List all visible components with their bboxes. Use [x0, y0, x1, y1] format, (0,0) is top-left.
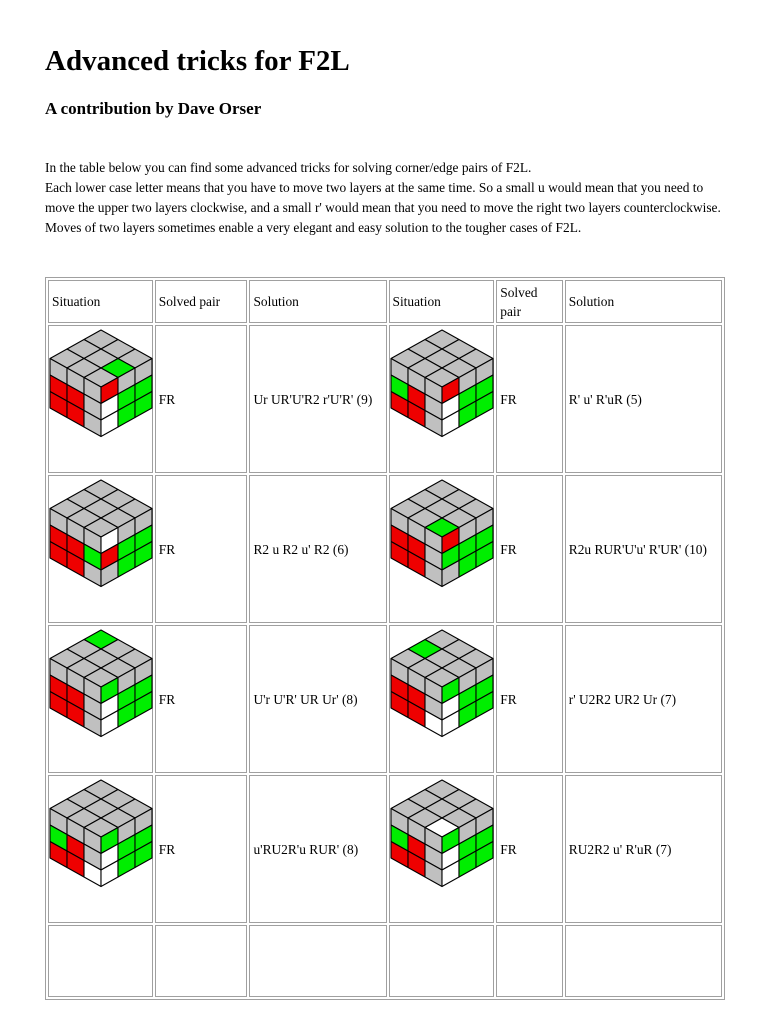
solved-pair-cell: FR	[155, 325, 248, 473]
empty-cell	[496, 925, 563, 997]
situation-cell	[48, 625, 153, 773]
solution-cell: R2u RUR'U'u' R'UR' (10)	[565, 475, 722, 623]
situation-cell	[389, 625, 495, 773]
situation-cell	[48, 775, 153, 923]
solved-pair-cell: FR	[155, 475, 248, 623]
solution-cell: R' u' R'uR (5)	[565, 325, 722, 473]
empty-cell	[48, 925, 153, 997]
table-row	[48, 925, 722, 997]
f2l-table	[45, 277, 725, 1000]
solved-pair-cell: FR	[496, 625, 563, 773]
situation-cell	[48, 325, 153, 473]
intro-text	[45, 158, 735, 238]
cube-diagram	[390, 476, 494, 622]
intro-paragraph: In the table below you can find some advanced tricks for solving corner/edge pairs of F2L.	[45, 160, 532, 175]
solved-pair-cell: FR	[155, 775, 248, 923]
cube-diagram	[49, 476, 153, 622]
table-row	[48, 775, 722, 923]
solution-cell: R2 u R2 u' R2 (6)	[249, 475, 386, 623]
header-solved-pair: Solved pair	[155, 280, 248, 323]
intro-paragraph: Each lower case letter means that you have to move two layers at the same time. So a small u would mean that you need to move the upper two layers clockwise, and a small r' would mean that you need to move the right two layers counterclockwise.	[45, 180, 721, 215]
table-row	[48, 475, 722, 623]
cube-diagram	[390, 626, 494, 772]
intro-paragraph: Moves of two layers sometimes enable a very elegant and easy solution to the tougher cases of F2L.	[45, 220, 582, 235]
cube-diagram	[49, 776, 153, 922]
solution-cell: RU2R2 u' R'uR (7)	[565, 775, 722, 923]
empty-cell	[389, 925, 495, 997]
cube-diagram	[390, 326, 494, 472]
header-situation: Situation	[48, 280, 153, 323]
page-title: Advanced tricks for F2L	[45, 45, 350, 77]
solved-pair-cell: FR	[155, 625, 248, 773]
header-situation: Situation	[389, 280, 495, 323]
header-solved-pair: Solved pair	[496, 280, 563, 323]
cube-diagram	[49, 326, 153, 472]
solution-cell: U'r U'R' UR Ur' (8)	[249, 625, 386, 773]
cube-diagram	[390, 776, 494, 922]
situation-cell	[389, 475, 495, 623]
situation-cell	[48, 475, 153, 623]
table-header-row	[48, 280, 722, 323]
header-solution: Solution	[565, 280, 722, 323]
solution-cell: u'RU2R'u RUR' (8)	[249, 775, 386, 923]
solved-pair-cell: FR	[496, 325, 563, 473]
solution-cell: r' U2R2 UR2 Ur (7)	[565, 625, 722, 773]
solved-pair-cell: FR	[496, 775, 563, 923]
empty-cell	[249, 925, 386, 997]
header-solution: Solution	[249, 280, 386, 323]
solution-cell: Ur UR'U'R2 r'U'R' (9)	[249, 325, 386, 473]
empty-cell	[155, 925, 248, 997]
situation-cell	[389, 775, 495, 923]
page-subtitle: A contribution by Dave Orser	[45, 99, 262, 118]
table-row	[48, 625, 722, 773]
solved-pair-cell: FR	[496, 475, 563, 623]
table-row	[48, 325, 722, 473]
empty-cell	[565, 925, 722, 997]
cube-diagram	[49, 626, 153, 772]
situation-cell	[389, 325, 495, 473]
